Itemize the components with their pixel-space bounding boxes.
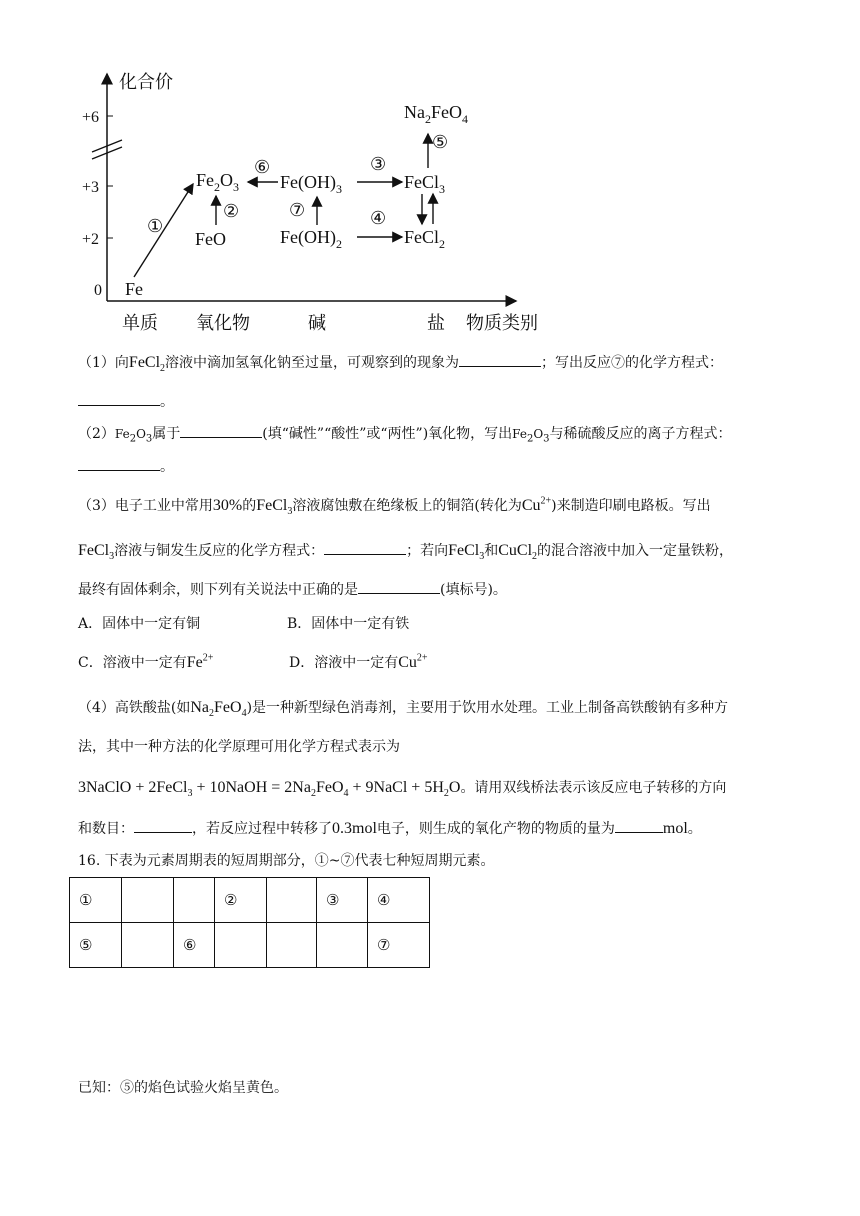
- table-cell: [267, 923, 317, 968]
- table-cell: ②: [215, 878, 267, 923]
- reaction-number: ⑦: [289, 200, 306, 221]
- y-axis-label: 化合价: [119, 72, 173, 93]
- table-row: [70, 923, 430, 968]
- table-cell: [122, 878, 174, 923]
- answer-blank[interactable]: [459, 352, 541, 367]
- table-cell: ⑥: [174, 923, 215, 968]
- table-cell: [267, 878, 317, 923]
- category-label: 碱: [308, 313, 326, 334]
- reaction-number: ①: [147, 216, 164, 237]
- q3-option-c[interactable]: C．溶液中一定有$Fe^{2+}$: [78, 652, 214, 671]
- reaction-number: ⑤: [432, 132, 449, 153]
- species-feoh3: $Fe(OH)_3$: [280, 172, 342, 196]
- q16-known: 已知：⑤的焰色试验火焰呈黄色。: [78, 1080, 288, 1096]
- arrow-1: [134, 184, 193, 277]
- species-na2feo4: $Na_2FeO_4$: [404, 102, 468, 126]
- answer-blank[interactable]: [324, 540, 406, 555]
- species-fe: Fe: [125, 279, 143, 299]
- iron-valence-diagram: [70, 60, 570, 350]
- q3-option-a[interactable]: A．固体中一定有铜: [78, 616, 201, 632]
- q1-line2: 。: [78, 391, 174, 412]
- q3-option-d[interactable]: D．溶液中一定有$Cu^{2+}$: [289, 652, 428, 671]
- species-feoh2: $Fe(OH)_2$: [280, 227, 342, 251]
- q3-line2: FeCl$_3$溶液与铜发生反应的化学方程式： ；若向FeCl$_3$和CuCl$_2$的混合溶液中加入一定量铁粉，: [78, 542, 734, 563]
- x-axis-label: 物质类别: [466, 313, 538, 334]
- table-cell: [122, 923, 174, 968]
- q2-line2: 。: [78, 456, 174, 477]
- answer-blank[interactable]: [358, 579, 440, 594]
- table-cell: ⑤: [70, 923, 122, 968]
- q2-line1: $(2)Fe_2O_3$属于 (填“碱性”“酸性”或“两性”)氧化物，写出$Fe_2O_3$与稀硫酸反应的离子方程式：: [78, 423, 732, 444]
- q3-line1: （3）电子工业中常用30%的FeCl$_3$溶液腐蚀敷在绝缘板上的铜箔(转化为$Cu^{2+}$)来制造印刷电路板。写出: [78, 495, 711, 518]
- table-cell: ⑦: [368, 923, 430, 968]
- q4-line4: 和数目： ，若反应过程中转移了0.3mol电子，则生成的氧化产物的物质的量为 mol。: [78, 820, 702, 837]
- reaction-number: ②: [223, 201, 240, 222]
- answer-blank[interactable]: [180, 423, 262, 438]
- q16-intro: 16. 下表为元素周期表的短周期部分，①~⑦代表七种短周期元素。: [78, 853, 495, 869]
- table-cell: ④: [368, 878, 430, 923]
- answer-blank[interactable]: [78, 456, 160, 471]
- q4-line1: （4）高铁酸盐(如$Na_2FeO_4$)是一种新型绿色消毒剂，主要用于饮用水处理。工业上制备高铁酸钠有多种方: [78, 699, 729, 720]
- table-cell: [174, 878, 215, 923]
- species-fecl2: FeCl$_2$: [404, 227, 446, 251]
- q4-equation: 3NaClO + 2FeCl$_3$ + 10NaOH = $2Na_2FeO_4$ + 9NaCl + $5H_2O$。请用双线桥法表示该反应电子转移的方向: [78, 779, 727, 800]
- species-fe2o3: $Fe_2O_3$: [196, 170, 239, 194]
- ytick-label: +6: [82, 109, 100, 126]
- category-label: 盐: [427, 313, 445, 334]
- q1-line1: （1）向FeCl$_2$溶液中滴加氢氧化钠至过量，可观察到的现象为 ；写出反应⑦的化学方程式：: [78, 354, 724, 375]
- reaction-number: ⑥: [254, 157, 271, 178]
- reaction-number: ④: [370, 208, 387, 229]
- category-label: 单质: [122, 313, 158, 334]
- table-cell: [317, 923, 368, 968]
- species-fecl3: FeCl$_3$: [404, 172, 446, 196]
- category-label: 氧化物: [196, 313, 250, 334]
- species-feo: FeO: [195, 229, 226, 249]
- table-cell: ③: [317, 878, 368, 923]
- answer-blank[interactable]: [134, 818, 192, 833]
- periodic-table: [69, 877, 430, 968]
- q3-option-b[interactable]: B．固体中一定有铁: [287, 616, 410, 632]
- reaction-number: ③: [370, 154, 387, 175]
- answer-blank[interactable]: [78, 391, 160, 406]
- q3-line3: 最终有固体剩余，则下列有关说法中正确的是 (填标号)。: [78, 579, 507, 600]
- q4-line2: 法，其中一种方法的化学原理可用化学方程式表示为: [78, 739, 400, 755]
- table-row: [70, 878, 430, 923]
- ytick-label: +3: [82, 179, 100, 196]
- ytick-label: 0: [94, 282, 102, 299]
- table-cell: [215, 923, 267, 968]
- ytick-label: +2: [82, 231, 100, 248]
- answer-blank[interactable]: [615, 818, 663, 833]
- table-cell: ①: [70, 878, 122, 923]
